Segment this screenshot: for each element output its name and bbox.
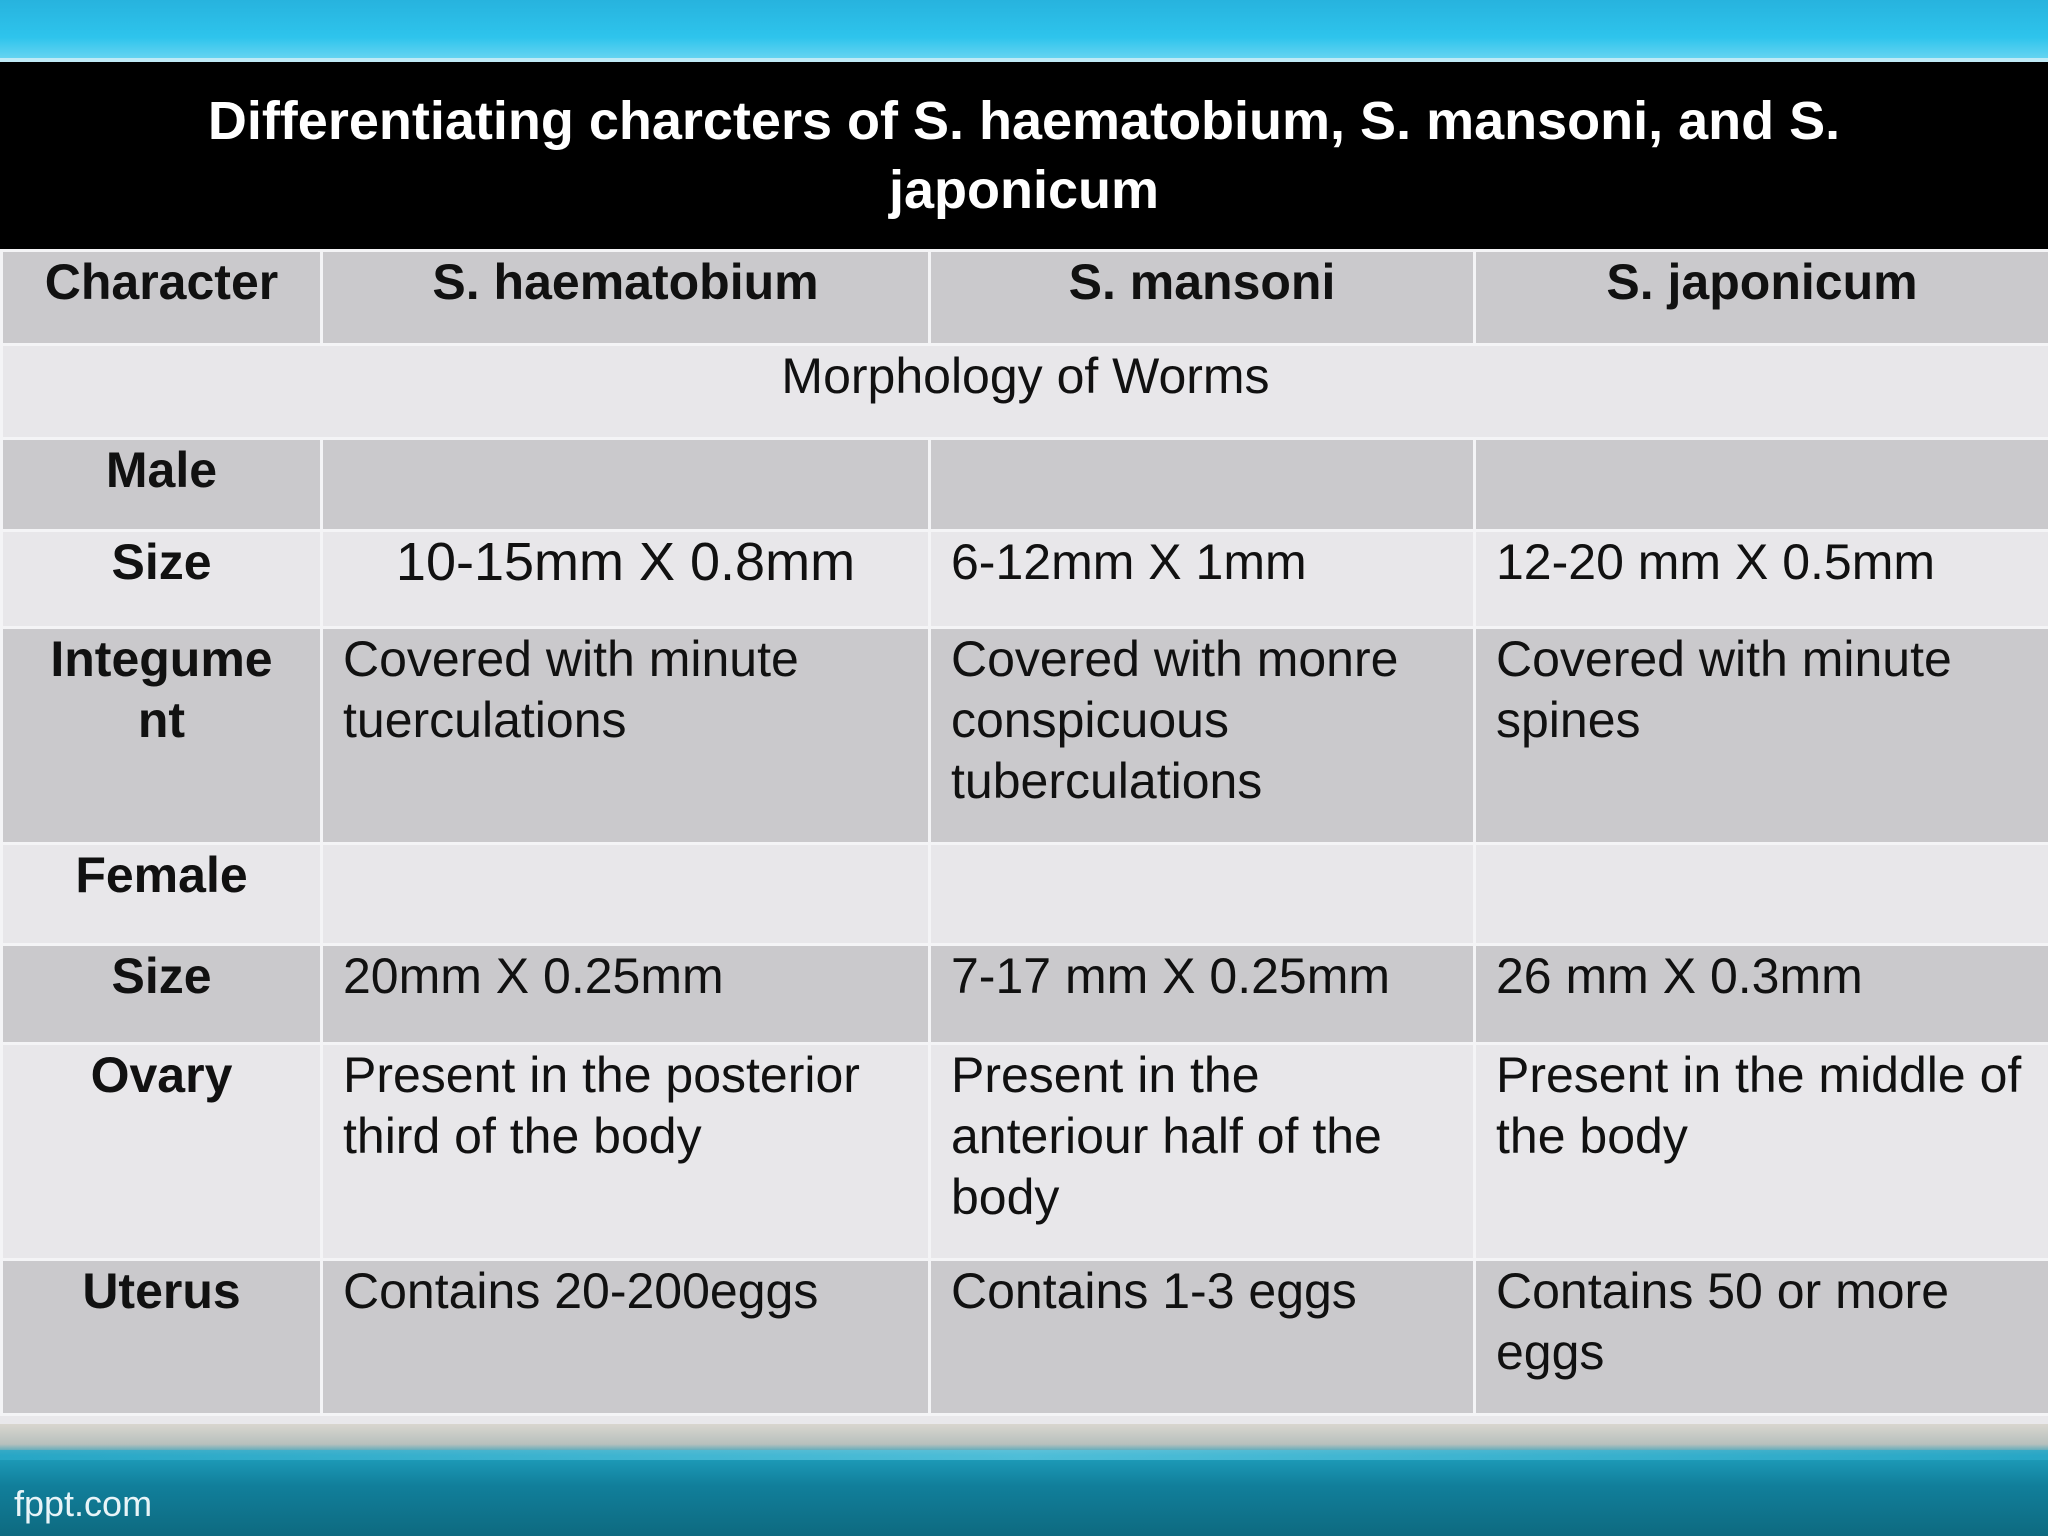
slide-title: Differentiating charcters of S. haematobium, S. mansoni, and S. japonicum	[0, 62, 2048, 249]
row-label: Uterus	[2, 1260, 322, 1415]
row-label: Ovary	[2, 1044, 322, 1260]
cell-haematobium: 10-15mm X 0.8mm	[322, 531, 930, 628]
bottom-decorative-band	[0, 1424, 2048, 1536]
row-label: Size	[2, 945, 322, 1044]
cell-japonicum: Covered with minute spines	[1475, 628, 2048, 844]
table-row-uterus	[2, 1260, 2048, 1415]
cell-japonicum: Present in the middle of the body	[1475, 1044, 2048, 1260]
cell-mansoni	[930, 439, 1475, 531]
bottom-highlight-line	[0, 1450, 2048, 1460]
cell-haematobium: 20mm X 0.25mm	[322, 945, 930, 1044]
cell-mansoni: 6-12mm X 1mm	[930, 531, 1475, 628]
table-row-female	[2, 844, 2048, 945]
cell-haematobium	[322, 439, 930, 531]
row-label: Size	[2, 531, 322, 628]
cell-mansoni: Contains 1-3 eggs	[930, 1260, 1475, 1415]
table-row-integument	[2, 628, 2048, 844]
table-row-male	[2, 439, 2048, 531]
cell-japonicum: 12-20 mm X 0.5mm	[1475, 531, 2048, 628]
table-header-row	[2, 251, 2048, 345]
comparison-table	[0, 249, 2048, 1416]
cell-haematobium: Contains 20-200eggs	[322, 1260, 930, 1415]
row-label: Female	[2, 844, 322, 945]
cell-mansoni	[930, 844, 1475, 945]
header-character: Character	[2, 251, 322, 345]
cell-haematobium	[322, 844, 930, 945]
header-haematobium: S. haematobium	[322, 251, 930, 345]
cell-japonicum	[1475, 844, 2048, 945]
header-japonicum: S. japonicum	[1475, 251, 2048, 345]
top-decorative-band	[0, 0, 2048, 62]
cell-haematobium: Covered with minute tuerculations	[322, 628, 930, 844]
row-label: Male	[2, 439, 322, 531]
section-morphology-of-worms: Morphology of Worms	[2, 345, 2048, 439]
cell-japonicum	[1475, 439, 2048, 531]
section-row	[2, 345, 2048, 439]
cell-japonicum: 26 mm X 0.3mm	[1475, 945, 2048, 1044]
row-label: Integume nt	[2, 628, 322, 844]
table-row-ovary	[2, 1044, 2048, 1260]
cell-mansoni: 7-17 mm X 0.25mm	[930, 945, 1475, 1044]
cell-mansoni: Present in the anteriour half of the body	[930, 1044, 1475, 1260]
table-row-male-size	[2, 531, 2048, 628]
cell-japonicum: Contains 50 or more eggs	[1475, 1260, 2048, 1415]
cell-mansoni: Covered with monre conspicuous tuberculations	[930, 628, 1475, 844]
cell-haematobium: Present in the posterior third of the body	[322, 1044, 930, 1260]
table-row-female-size	[2, 945, 2048, 1044]
footer-brand: fppt.com	[14, 1483, 153, 1524]
header-mansoni: S. mansoni	[930, 251, 1475, 345]
